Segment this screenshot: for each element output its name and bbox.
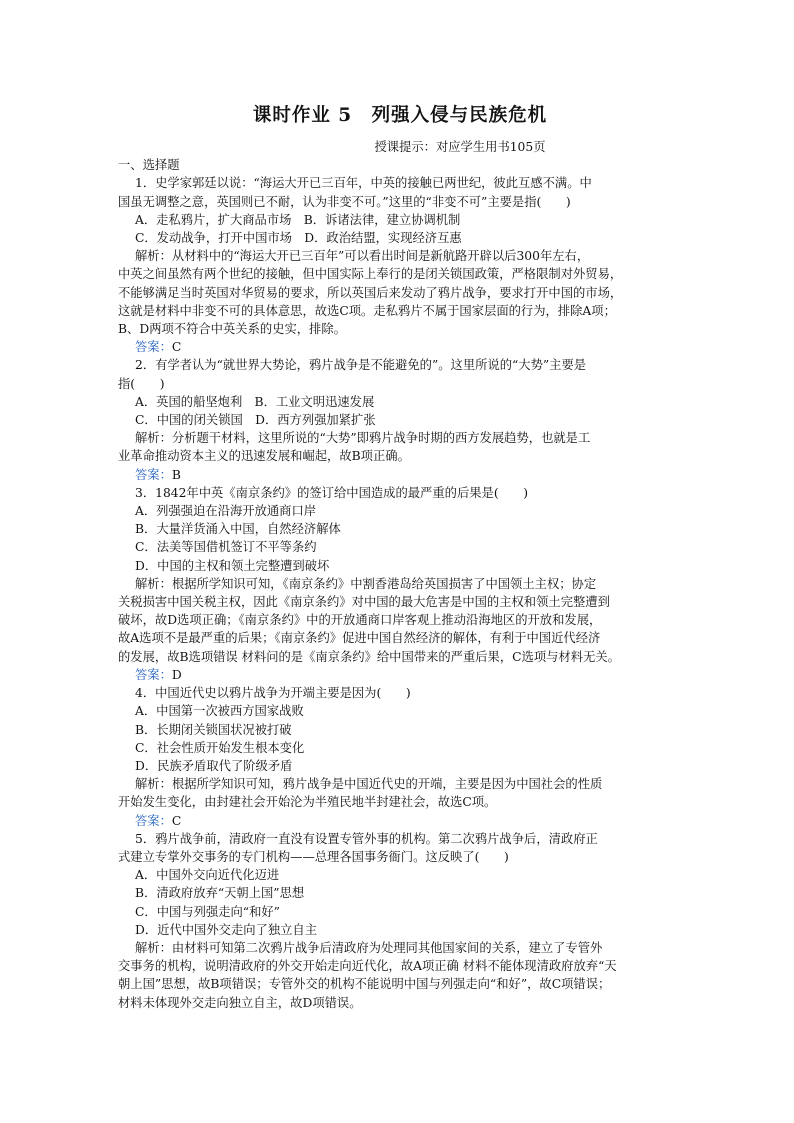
answer-line [118,466,682,484]
answer-value: C [171,813,182,828]
option-line: B．长期闭关锁国状况被打破 [135,722,292,737]
question-stem: 5．鸦片战争前，清政府一直没有设置专管外事的机构。第二次鸦片战争后，清政府正 [135,831,598,846]
option-line: A．英国的船坚炮利 B．工业文明迅速发展 [135,394,375,409]
explanation-line: 解析：从材料中的“海运大开已三百年”可以看出时间是新航路开辟以后300年左右， [135,249,590,264]
answer-label: 答案： [135,467,172,482]
answer-value: C [171,340,182,355]
option-line: C．中国的闭关锁国 D．西方列强加紧扩张 [135,413,376,428]
option-line: B．清政府放弃“天朝上国”思想 [135,886,305,901]
option-line: B．大量洋货涌入中国，自然经济解体 [135,522,341,537]
explanation-line: 这就是材料中非变不可的具体意思，故选C项。走私鸦片不属于国家层面的行为，排除A项； [118,303,616,318]
question-4 [118,684,682,830]
question-stem: 国虽无调整之意，英国则已不耐，认为非变不可。”这里的“非变不可”主要是指( ) [118,194,571,209]
question-1 [118,174,682,356]
explanation-line: 的发展，故B选项错误 材料问的是《南京条约》给中国带来的严重后果，C选项与材料无关。 [118,649,620,664]
explanation-line: 解析：分析题干材料，这里所说的“大势”即鸦片战争时期的西方发展趋势，也就是工 [135,431,591,446]
document-page [118,104,682,1012]
page-title: 课时作业 5 列强入侵与民族危机 [252,105,548,126]
explanation-line: 交事务的机构，说明清政府的外交开始走向近代化，故A项正确 材料不能体现清政府放弃“天 [118,959,617,974]
answer-line [118,812,682,830]
explanation-line: 解析：由材料可知第二次鸦片战争后清政府为处理同其他国家间的关系，建立了专管外 [135,940,603,955]
question-stem: 式建立专掌外交事务的专门机构——总理各国事务衙门。这反映了( ) [118,849,509,864]
explanation-line: 故A选项不是最严重的后果；《南京条约》促进中国自然经济的解体，有利于中国近代经济 [118,631,601,646]
answer-line [118,338,682,356]
explanation-line: 解析：根据所学知识可知，鸦片战争是中国近代史的开端，主要是因为中国社会的性质 [135,777,603,792]
explanation-line: 开始发生变化，由封建社会开始沦为半殖民地半封建社会，故选C项。 [118,795,497,810]
answer-line [118,666,682,684]
explanation-line: 业革命推动资本主义的迅速发展和崛起，故B项正确。 [118,449,410,464]
answer-label: 答案： [135,340,172,355]
answer-value: B [171,467,181,482]
option-line: C．社会性质开始发生根本变化 [135,740,305,755]
explanation-line: 破坏，故D选项正确；《南京条约》中的开放通商口岸客观上推动沿海地区的开放和发展， [118,613,602,628]
explanation-line: 材料未体现外交走向独立自主，故D项错误。 [118,995,362,1010]
option-line: D．近代中国外交走向了独立自主 [135,922,318,937]
explanation-line: 关税损害中国关税主权，因此《南京条约》对中国的最大危害是中国的主权和领土完整遭到 [118,595,610,610]
explanation-line: 中英之间虽然有两个世纪的接触，但中国实际上奉行的是闭关锁国政策，严格限制对外贸易， [118,267,623,282]
question-stem: 指( ) [118,376,165,391]
answer-label: 答案： [135,813,172,828]
option-line: A．中国外交向近代化迈进 [135,868,280,883]
answer-label: 答案： [135,667,172,682]
option-line: D．中国的主权和领土完整遭到破坏 [135,558,330,573]
option-line: C．法美等国借机签订不平等条约 [135,540,317,555]
option-line: A．列强强迫在沿海开放通商口岸 [135,504,317,519]
option-line: A．中国第一次被西方国家战败 [135,704,304,719]
option-line: C．中国与列强走向“和好” [135,904,280,919]
explanation-line: 解析：根据所学知识可知，《南京条约》中割香港岛给英国损害了中国领土主权；协定 [135,576,597,591]
option-line: D．民族矛盾取代了阶级矛盾 [135,758,293,773]
page-subtitle: 授课提示：对应学生用书105页 [374,140,546,154]
question-2 [118,356,682,483]
section-heading: 一、选择题 [118,158,180,173]
question-3 [118,484,682,684]
question-stem: 1．史学家郭廷以说：“海运大开已三百年，中英的接触已两世纪，彼此互感不满。中 [135,176,592,191]
question-stem: 2．有学者认为“就世界大势论，鸦片战争是不能避免的”。这里所说的“大势”主要是 [135,358,587,373]
question-stem: 4．中国近代史以鸦片战争为开端主要是因为( ) [135,686,411,701]
answer-value: D [171,667,182,682]
explanation-line: 朝上国”思想，故B项错误；专管外交的机构不能说明中国与列强走向“和好”，故C项错误； [118,977,611,992]
question-stem: 3．1842年中英《南京条约》的签订给中国造成的最严重的后果是( ) [135,485,529,500]
option-line: A．走私鸦片，扩大商品市场 B．诉诸法律，建立协调机制 [135,212,461,227]
question-5 [118,830,682,1012]
explanation-line: 不能够满足当时英国对华贸易的要求，所以英国后来发动了鸦片战争，要求打开中国的市场， [118,285,623,300]
explanation-line: B、D两项不符合中英关系的史实，排除。 [118,322,346,337]
option-line: C．发动战争，打开中国市场 D．政治结盟，实现经济互惠 [135,231,462,246]
